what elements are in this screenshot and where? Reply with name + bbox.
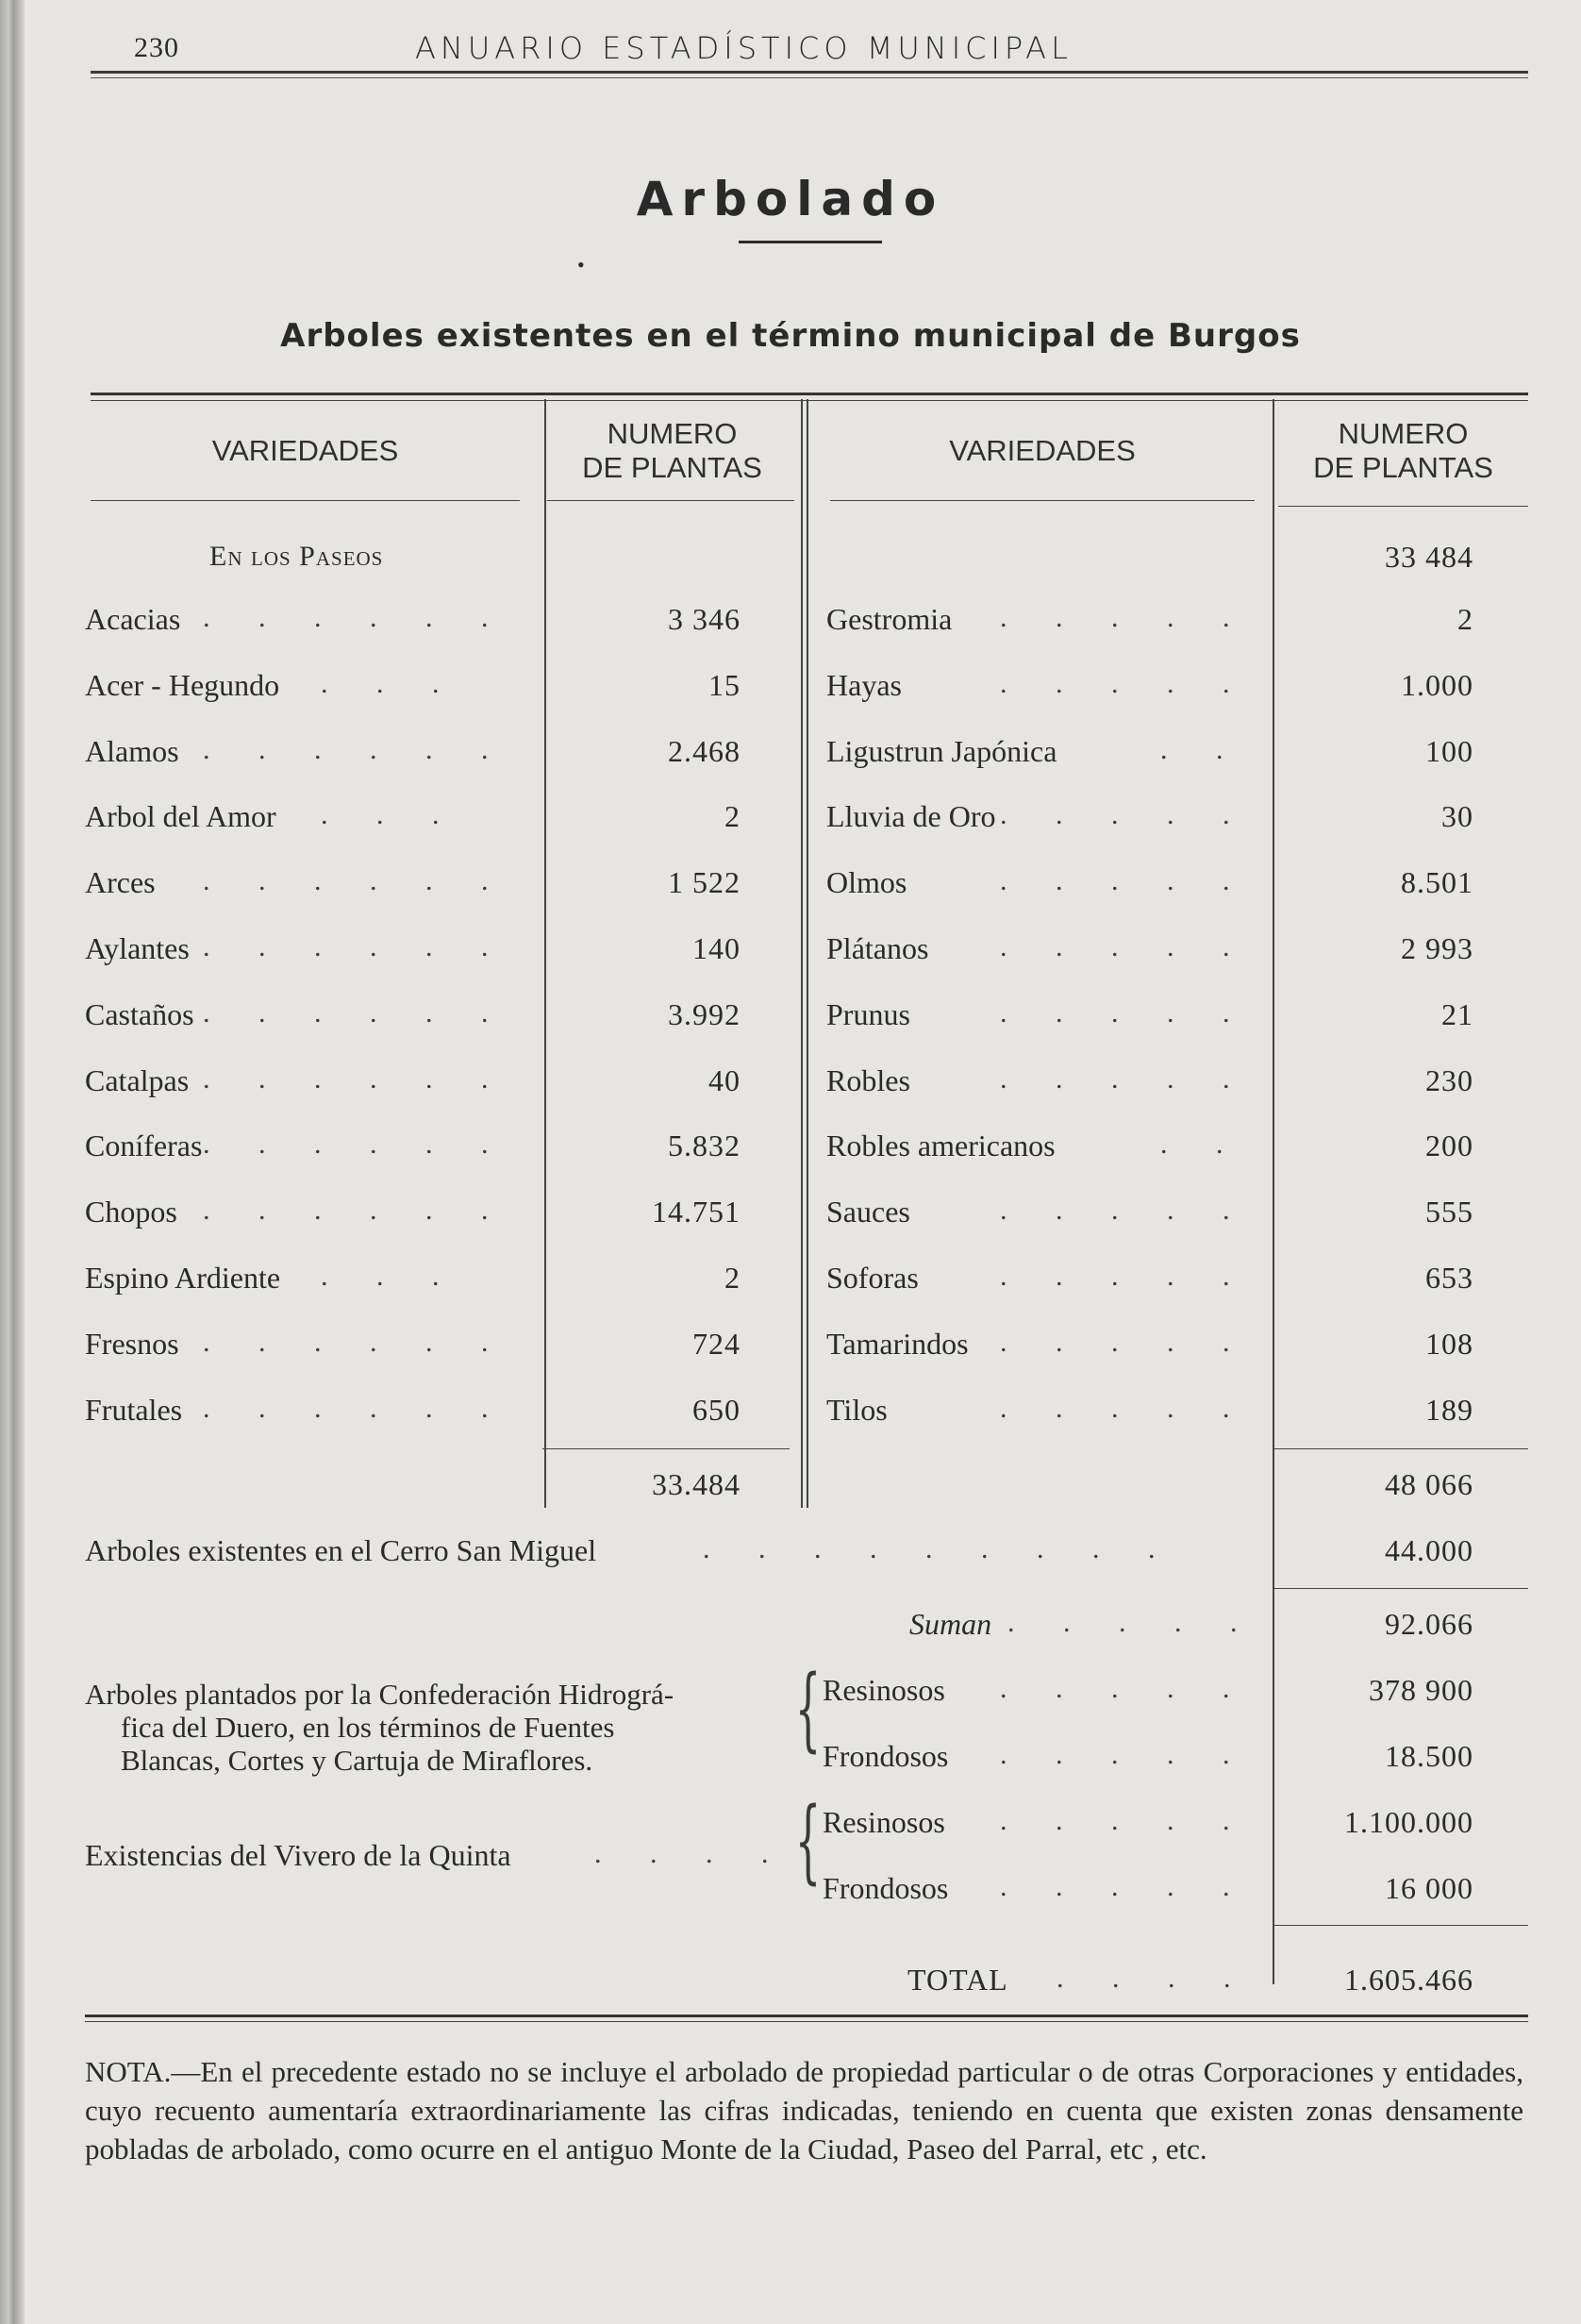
variety-name: Soforas (826, 1261, 919, 1295)
table-bottom-rule-thin (85, 2021, 1528, 2022)
leader-dots: . . . . . . (203, 997, 509, 1028)
col-header-number-line2: DE PLANTAS (582, 451, 762, 484)
frondosos-label: Frondosos (823, 1739, 949, 1773)
plant-count: 100 (1425, 734, 1473, 768)
right-total: 48 066 (1385, 1467, 1473, 1501)
left-total: 33.484 (652, 1467, 741, 1501)
confederacion-frondosos-value: 18.500 (1385, 1739, 1473, 1773)
page-title: Arbolado (636, 172, 945, 226)
confederacion-label (85, 1678, 674, 1777)
leader-dots: . . . . . (1000, 602, 1251, 633)
leader-dots: . . . . . (1007, 1607, 1258, 1638)
right-carry-value: 33 484 (1385, 540, 1473, 574)
plant-count: 3 346 (668, 602, 741, 636)
variety-name: Aylantes (85, 931, 190, 965)
section-label-paseos: En los Paseos (209, 541, 384, 572)
leader-dots: . . . . . (1000, 1327, 1251, 1358)
col-header-number-left (547, 417, 797, 485)
plant-count: 189 (1425, 1393, 1473, 1427)
leader-dots: . . . . . (1000, 1805, 1251, 1836)
confederacion-line: Blancas, Cortes y Cartuja de Miraflores. (121, 1744, 593, 1777)
leader-dots: . . . . . . (203, 1327, 509, 1358)
leader-dots: . . . (321, 1261, 460, 1292)
plant-count: 5.832 (668, 1129, 741, 1162)
variety-name: Sauces (826, 1195, 910, 1229)
variety-name: Arbol del Amor (85, 799, 276, 833)
plant-count: 653 (1425, 1261, 1473, 1295)
variety-name: Frutales (85, 1393, 183, 1427)
leader-dots: . . . . . . (203, 931, 509, 962)
plant-count: 8.501 (1401, 865, 1473, 899)
variety-name: Catalpas (85, 1063, 190, 1097)
running-title: ANUARIO ESTADÍSTICO MUNICIPAL (415, 30, 1073, 66)
title-underline (739, 241, 882, 243)
footnote: NOTA.—En el precedente estado no se incluye el arbolado de propiedad particular o de otras Corporaciones y entidades, cuyo recuento aumentaría extraordinariamente las cifras indicadas, teniendo en cuenta que existen zonas densamente pobladas de arbolado, como ocurre en el antiguo Monte de la Ciudad, Paseo del Parral, etc , etc. (85, 2055, 1523, 2165)
plant-count: 650 (692, 1393, 741, 1427)
leader-dots: . . . (321, 668, 460, 699)
leader-dots: . . . . . . (203, 1195, 509, 1226)
col-header-number-line1: NUMERO (607, 417, 738, 450)
leader-dots: . . . . (1057, 1963, 1252, 1994)
leader-dots: . . . . . (1000, 668, 1251, 699)
variety-name: Chopos (85, 1195, 177, 1229)
left-total-rule (542, 1448, 790, 1449)
leader-dots: . . . . . . (203, 1129, 509, 1160)
resinosos-label: Resinosos (823, 1805, 945, 1839)
leader-dots: . . . . . (1000, 865, 1251, 896)
cerro-label: Arboles existentes en el Cerro San Miguel (85, 1533, 597, 1567)
plant-count: 2.468 (668, 734, 741, 768)
leader-dots: . . . . (594, 1838, 790, 1869)
plant-count: 2 (724, 799, 741, 833)
resinosos-label: Resinosos (823, 1673, 945, 1707)
table-top-rule-thin (91, 400, 1528, 401)
variety-name: Coníferas (85, 1129, 203, 1162)
leader-dots: . . . . . (1000, 1063, 1251, 1095)
confederacion-resinosos-value: 378 900 (1369, 1673, 1473, 1707)
leader-dots: . . (1160, 1129, 1244, 1160)
col-header-number-line2: DE PLANTAS (1313, 451, 1493, 484)
confederacion-line: Arboles plantados por la Confederación Hidrográ- (85, 1678, 674, 1711)
col-header-varieties-left: VARIEDADES (211, 434, 399, 467)
total-rule (1274, 1925, 1528, 1926)
variety-name: Castaños (85, 997, 194, 1031)
plant-count: 108 (1425, 1327, 1473, 1361)
header-underline (830, 500, 1255, 501)
plant-count: 724 (692, 1327, 741, 1361)
plant-count: 1.000 (1401, 668, 1473, 702)
col-header-varieties-right: VARIEDADES (949, 434, 1136, 467)
variety-name: Arces (85, 865, 156, 899)
brace: { (794, 1788, 822, 1894)
leader-dots: . . . . . (1000, 1871, 1251, 1902)
frondosos-label: Frondosos (823, 1871, 949, 1905)
leader-dots: . . . . . . (203, 1063, 509, 1095)
table-top-rule (91, 393, 1528, 395)
variety-name: Olmos (826, 865, 907, 899)
leader-dots: . . . . . . (203, 602, 509, 633)
suman-value: 92.066 (1385, 1607, 1473, 1641)
variety-name: Robles americanos (826, 1129, 1056, 1162)
variety-name: Espino Ardiente (85, 1261, 281, 1295)
leader-dots: . . . . . (1000, 1261, 1251, 1292)
page-number: 230 (134, 32, 179, 63)
header-underline (91, 500, 520, 501)
leader-dots: . . (1160, 734, 1244, 765)
plant-count: 2 993 (1401, 931, 1473, 965)
variety-name: Lluvia de Oro (826, 799, 996, 833)
header-rule (91, 71, 1528, 74)
suman-rule (1274, 1588, 1528, 1589)
leader-dots: . . . . . . . . . (703, 1533, 1176, 1564)
leader-dots: . . . . . . (203, 865, 509, 896)
total-label: TOTAL (907, 1963, 1008, 1997)
confederacion-line: fica del Duero, en los términos de Fuentes (121, 1711, 615, 1744)
table-subtitle: Arboles existentes en el término municipal de Burgos (280, 317, 1301, 355)
vivero-frondosos-value: 16 000 (1385, 1871, 1473, 1905)
table-bottom-rule (85, 2015, 1528, 2017)
plant-count: 1 522 (668, 865, 741, 899)
plant-count: 2 (1457, 602, 1473, 636)
variety-name: Alamos (85, 734, 179, 768)
variety-name: Tamarindos (826, 1327, 969, 1361)
variety-name: Fresnos (85, 1327, 179, 1361)
column-divider (801, 399, 803, 1508)
leader-dots: . . . . . . (203, 734, 509, 765)
leader-dots: . . . . . (1000, 1739, 1251, 1770)
plant-count: 3.992 (668, 997, 741, 1031)
variety-name: Robles (826, 1063, 910, 1097)
vivero-label: Existencias del Vivero de la Quinta (85, 1838, 511, 1872)
title-ornament-dot: • (577, 253, 585, 276)
total-value: 1.605.466 (1344, 1963, 1473, 1997)
leader-dots: . . . . . (1000, 1673, 1251, 1704)
right-total-rule (1274, 1448, 1528, 1449)
leader-dots: . . . . . (1000, 1195, 1251, 1226)
variety-name: Tilos (826, 1393, 888, 1427)
column-divider (1273, 399, 1274, 1984)
plant-count: 555 (1425, 1195, 1473, 1229)
vivero-resinosos-value: 1.100.000 (1344, 1805, 1473, 1839)
column-divider (807, 399, 808, 1508)
variety-name: Acer - Hegundo (85, 668, 280, 702)
plant-count: 30 (1441, 799, 1473, 833)
plant-count: 140 (692, 931, 741, 965)
leader-dots: . . . . . (1000, 1393, 1251, 1424)
leader-dots: . . . . . (1000, 997, 1251, 1028)
leader-dots: . . . . . . (203, 1393, 509, 1424)
col-header-number-right (1278, 417, 1528, 485)
header-rule-thin (91, 77, 1528, 78)
leader-dots: . . . . . (1000, 799, 1251, 830)
suman-label: Suman (909, 1607, 992, 1641)
brace: { (794, 1656, 822, 1762)
plant-count: 230 (1425, 1063, 1473, 1097)
leader-dots: . . . (321, 799, 460, 830)
variety-name: Hayas (826, 668, 902, 702)
variety-name: Acacias (85, 602, 181, 636)
cerro-value: 44.000 (1385, 1533, 1473, 1567)
plant-count: 15 (708, 668, 741, 702)
variety-name: Prunus (826, 997, 910, 1031)
header-underline (547, 500, 794, 501)
plant-count: 40 (708, 1063, 741, 1097)
col-header-number-line1: NUMERO (1338, 417, 1469, 450)
variety-name: Ligustrun Japónica (826, 734, 1057, 768)
column-divider (544, 399, 546, 1508)
plant-count: 2 (724, 1261, 741, 1295)
plant-count: 200 (1425, 1129, 1473, 1162)
leader-dots: . . . . . (1000, 931, 1251, 962)
variety-name: Gestromia (826, 602, 953, 636)
variety-name: Plátanos (826, 931, 929, 965)
plant-count: 21 (1441, 997, 1473, 1031)
plant-count: 14.751 (652, 1195, 741, 1229)
header-underline (1278, 506, 1528, 507)
